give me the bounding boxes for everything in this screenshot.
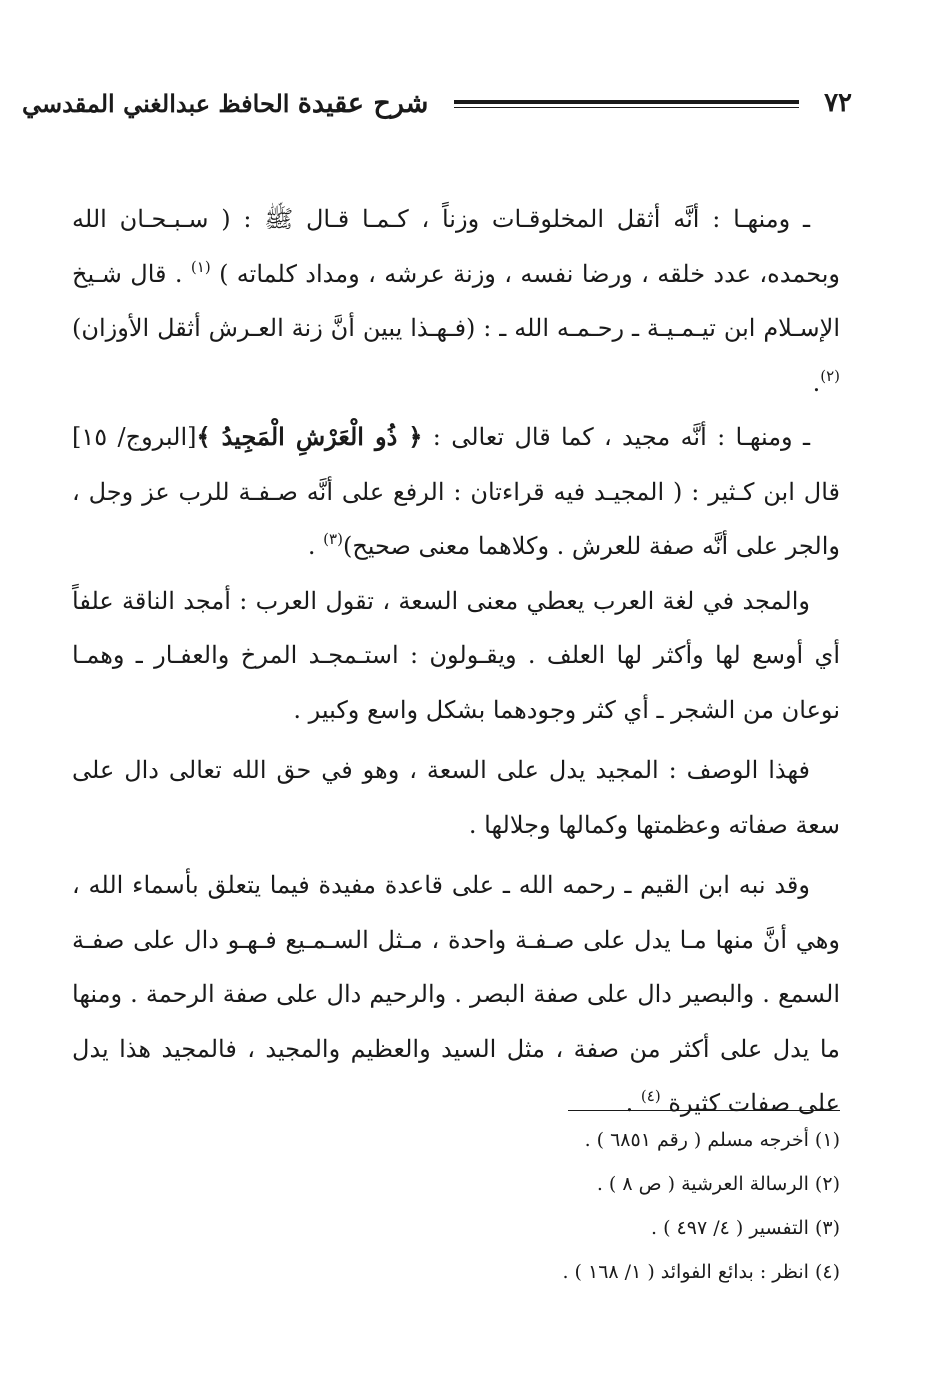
footnote-ref-1: (١) — [190, 257, 211, 276]
paragraph-3: والمجد في لغة العرب يعطي معنى السعة ، تقول العرب : أمجد الناقة علفاً أي أوسع لها وأكثر لها العلف . ويقـولون : استـمجـد المرخ والعفـار ـ وهمـا نوعان من الشجر ـ أي كثر وجودهما بشكل واسع وكبير . — [72, 586, 841, 724]
paragraph-1-text-b: . قال شـيخ الإسـلام ابن تيـمـيـة ـ رحـمـه الله ـ : (فـهـذا يبين أنَّ زنة العـرش أثقل الأوزان) — [72, 259, 841, 342]
footnotes — [340, 1118, 840, 1294]
footnote-2: (٢) الرسالة العرشية ( ص ٨ ) . — [596, 1173, 840, 1195]
paragraph-1-text-a: ـ ومنهـا : أنَّه أثقل المخلوقـات وزناً ، كـمـا قـال ﷺ : ( سـبـحـان الله وبحمده، عدد خلقه ، ورضا نفسه ، وزنة عرشه ، ومداد كلماته ) — [72, 205, 840, 288]
paragraph-1-text-c: . — [812, 368, 821, 397]
paragraph-1 — [72, 192, 840, 410]
paragraph-5-text-a: وقد نبه ابن القيم ـ رحمه الله ـ على قاعدة مفيدة فيما يتعلق بأسماء الله ، وهي أنَّ منها مـا يدل على صـفـة واحدة ، مـثل السـمـيع فـهـو دال على صفـة السمع . والبصير دال على صفة البصر . والرحيم دال على صفة الرحمة . ومنها ما يدل على أكثر من صفة ، مثل السيد والعظيم والمجيد ، فالمجيد هذا يدل على صفات كثيرة — [72, 871, 840, 1117]
running-header — [22, 88, 860, 124]
footnote-ref-4: (٤) — [640, 1087, 661, 1105]
header-title-rest: الحافظ عبدالغني المقدسي — [22, 89, 290, 118]
footnote-ref-2: (٢) — [820, 366, 840, 385]
footnote-ref-3: (٣) — [323, 530, 343, 548]
header-rule — [454, 100, 799, 104]
header-title-bold: شرح عقيدة — [297, 88, 429, 119]
footnote-4: (٤) انظر : بدائع الفوائد ( ١/ ١٦٨ ) . — [562, 1261, 840, 1283]
paragraph-5 — [72, 858, 840, 1131]
paragraph-4: فهذا الوصف : المجيد يدل على السعة ، وهو في حق الله تعالى دال على سعة صفاته وعظمتها وكمالها وجلالها . — [72, 756, 840, 839]
paragraph-2-text-c: . — [307, 532, 316, 560]
page-number: ٧٢ — [824, 88, 852, 118]
footnote-separator — [568, 1110, 840, 1111]
footnote-3: (٣) التفسير ( ٤/ ٤٩٧ ) . — [651, 1217, 840, 1239]
paragraph-2-text-b: [البروج/ ١٥] قال ابن كـثير : ( المجيـد فيه قراءتان : الرفع على أنَّه صـفـة للرب عز وجل ، والجر على أنَّه صفة للعرش . وكلاهما معنى صحيح) — [72, 423, 840, 560]
paragraph-5-text-b: . — [625, 1089, 634, 1117]
header-title — [22, 88, 428, 119]
main-text — [72, 192, 840, 1131]
paragraph-2 — [72, 410, 840, 574]
footnote-1: (١) أخرجه مسلم ( رقم ٦٨٥١ ) . — [584, 1129, 840, 1151]
quran-verse: ﴿ ذُو الْعَرْشِ الْمَجِيدُ ﴾ — [196, 422, 423, 451]
paragraph-2-text-a: ـ ومنهـا : أنَّه مجيد ، كما قال تعالى : — [432, 423, 811, 451]
